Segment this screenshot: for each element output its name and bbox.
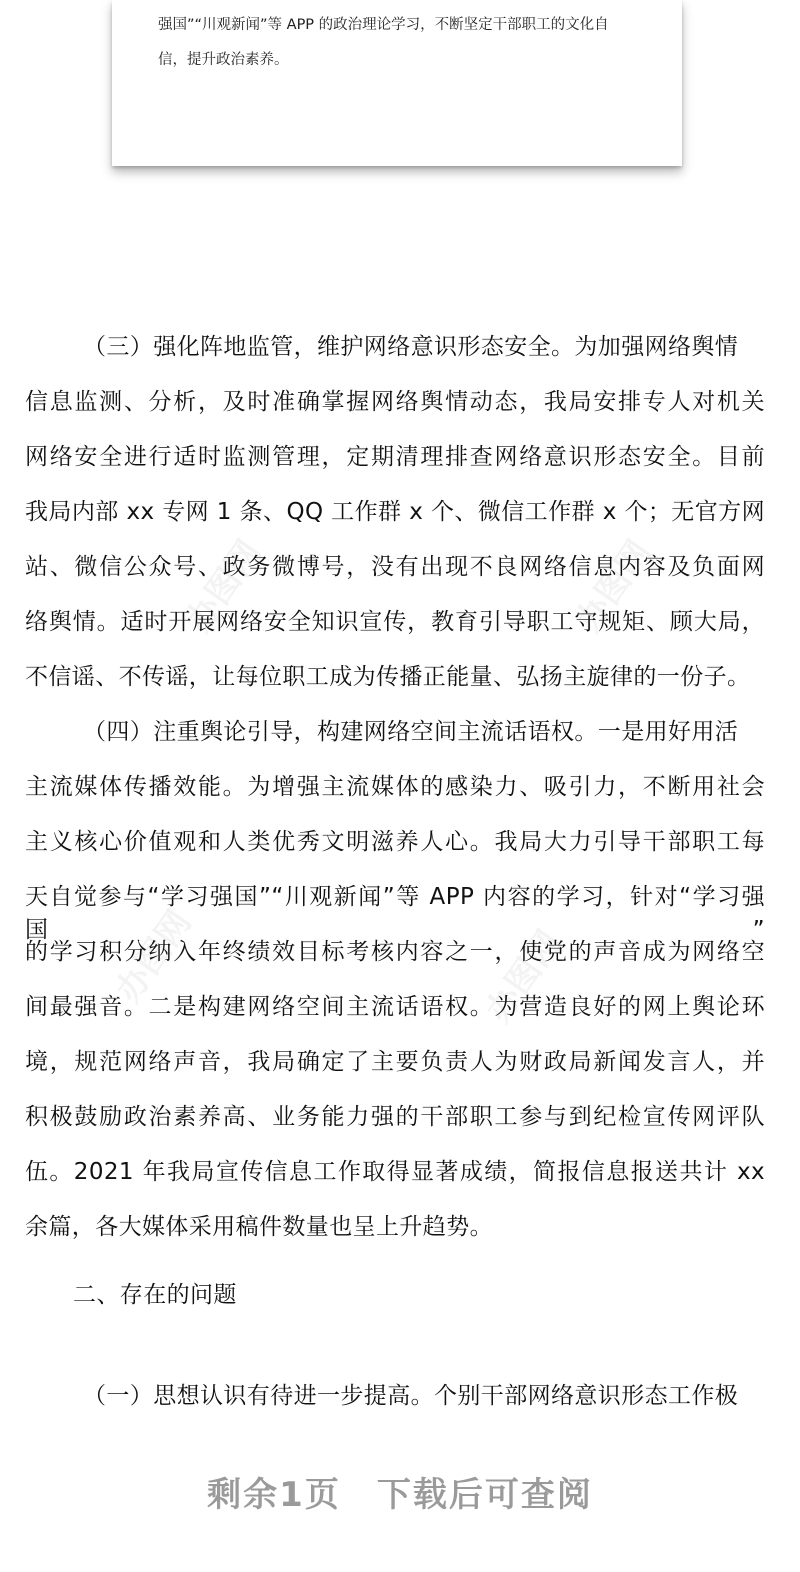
text-line: 不信谣、不传谣，让每位职工成为传播正能量、弘扬主旋律的一份子。 <box>25 664 751 690</box>
text-line: 信息监测、分析，及时准确掌握网络舆情动态，我局安排专人对机关 <box>25 389 765 415</box>
watermark: 办图网 <box>478 923 570 1030</box>
text-line: （三）强化阵地监管，维护网络意识形态安全。为加强网络舆情 <box>83 334 739 360</box>
watermark: 办图网 <box>568 533 660 640</box>
watermark: 办图网 <box>108 903 200 1010</box>
text-line: 天自觉参与“学习强国”“川观新闻”等 APP 内容的学习，针对“学习强国” <box>25 884 765 943</box>
text-line: 伍。2021 年我局宣传信息工作取得显著成绩，简报信息报送共计 xx <box>25 1159 765 1185</box>
preview-text-line: 强国”“川观新闻”等 APP 的政治理论学习，不断坚定干部职工的文化自 <box>158 17 609 33</box>
text-line: 主义核心价值观和人类优秀文明滋养人心。我局大力引导干部职工每 <box>25 829 765 855</box>
text-line: 主流媒体传播效能。为增强主流媒体的感染力、吸引力，不断用社会 <box>25 774 765 800</box>
remaining-pages-download-prompt[interactable]: 剩余1页 下载后可查阅 <box>207 1475 593 1515</box>
text-line: 络舆情。适时开展网络安全知识宣传，教育引导职工守规矩、顾大局， <box>25 609 765 635</box>
text-line: 间最强音。二是构建网络空间主流话语权。为营造良好的网上舆论环 <box>25 994 765 1020</box>
text-line: 余篇，各大媒体采用稿件数量也呈上升趋势。 <box>25 1214 493 1240</box>
watermark: 办图网 <box>178 533 270 640</box>
heading-text: 二、存在的问题 <box>73 1282 237 1308</box>
text-line: 的学习积分纳入年终绩效目标考核内容之一，使党的声音成为网络空 <box>25 939 765 965</box>
text-line: 网络安全进行适时监测管理，定期清理排查网络意识形态安全。目前 <box>25 444 765 470</box>
text-line: 境，规范网络声音，我局确定了主要负责人为财政局新闻发言人，并 <box>25 1049 765 1075</box>
preview-page-card <box>112 0 682 166</box>
text-line: （一）思想认识有待进一步提高。个别干部网络意识形态工作极 <box>83 1383 739 1409</box>
text-line: 站、微信公众号、政务微博号，没有出现不良网络信息内容及负面网 <box>25 554 765 580</box>
text-line: 我局内部 xx 专网 1 条、QQ 工作群 x 个、微信工作群 x 个；无官方网 <box>25 499 765 525</box>
text-line: 积极鼓励政治素养高、业务能力强的干部职工参与到纪检宣传网评队 <box>25 1104 765 1130</box>
text-line: （四）注重舆论引导，构建网络空间主流话语权。一是用好用活 <box>83 719 739 745</box>
preview-text-line: 信，提升政治素养。 <box>158 52 289 68</box>
